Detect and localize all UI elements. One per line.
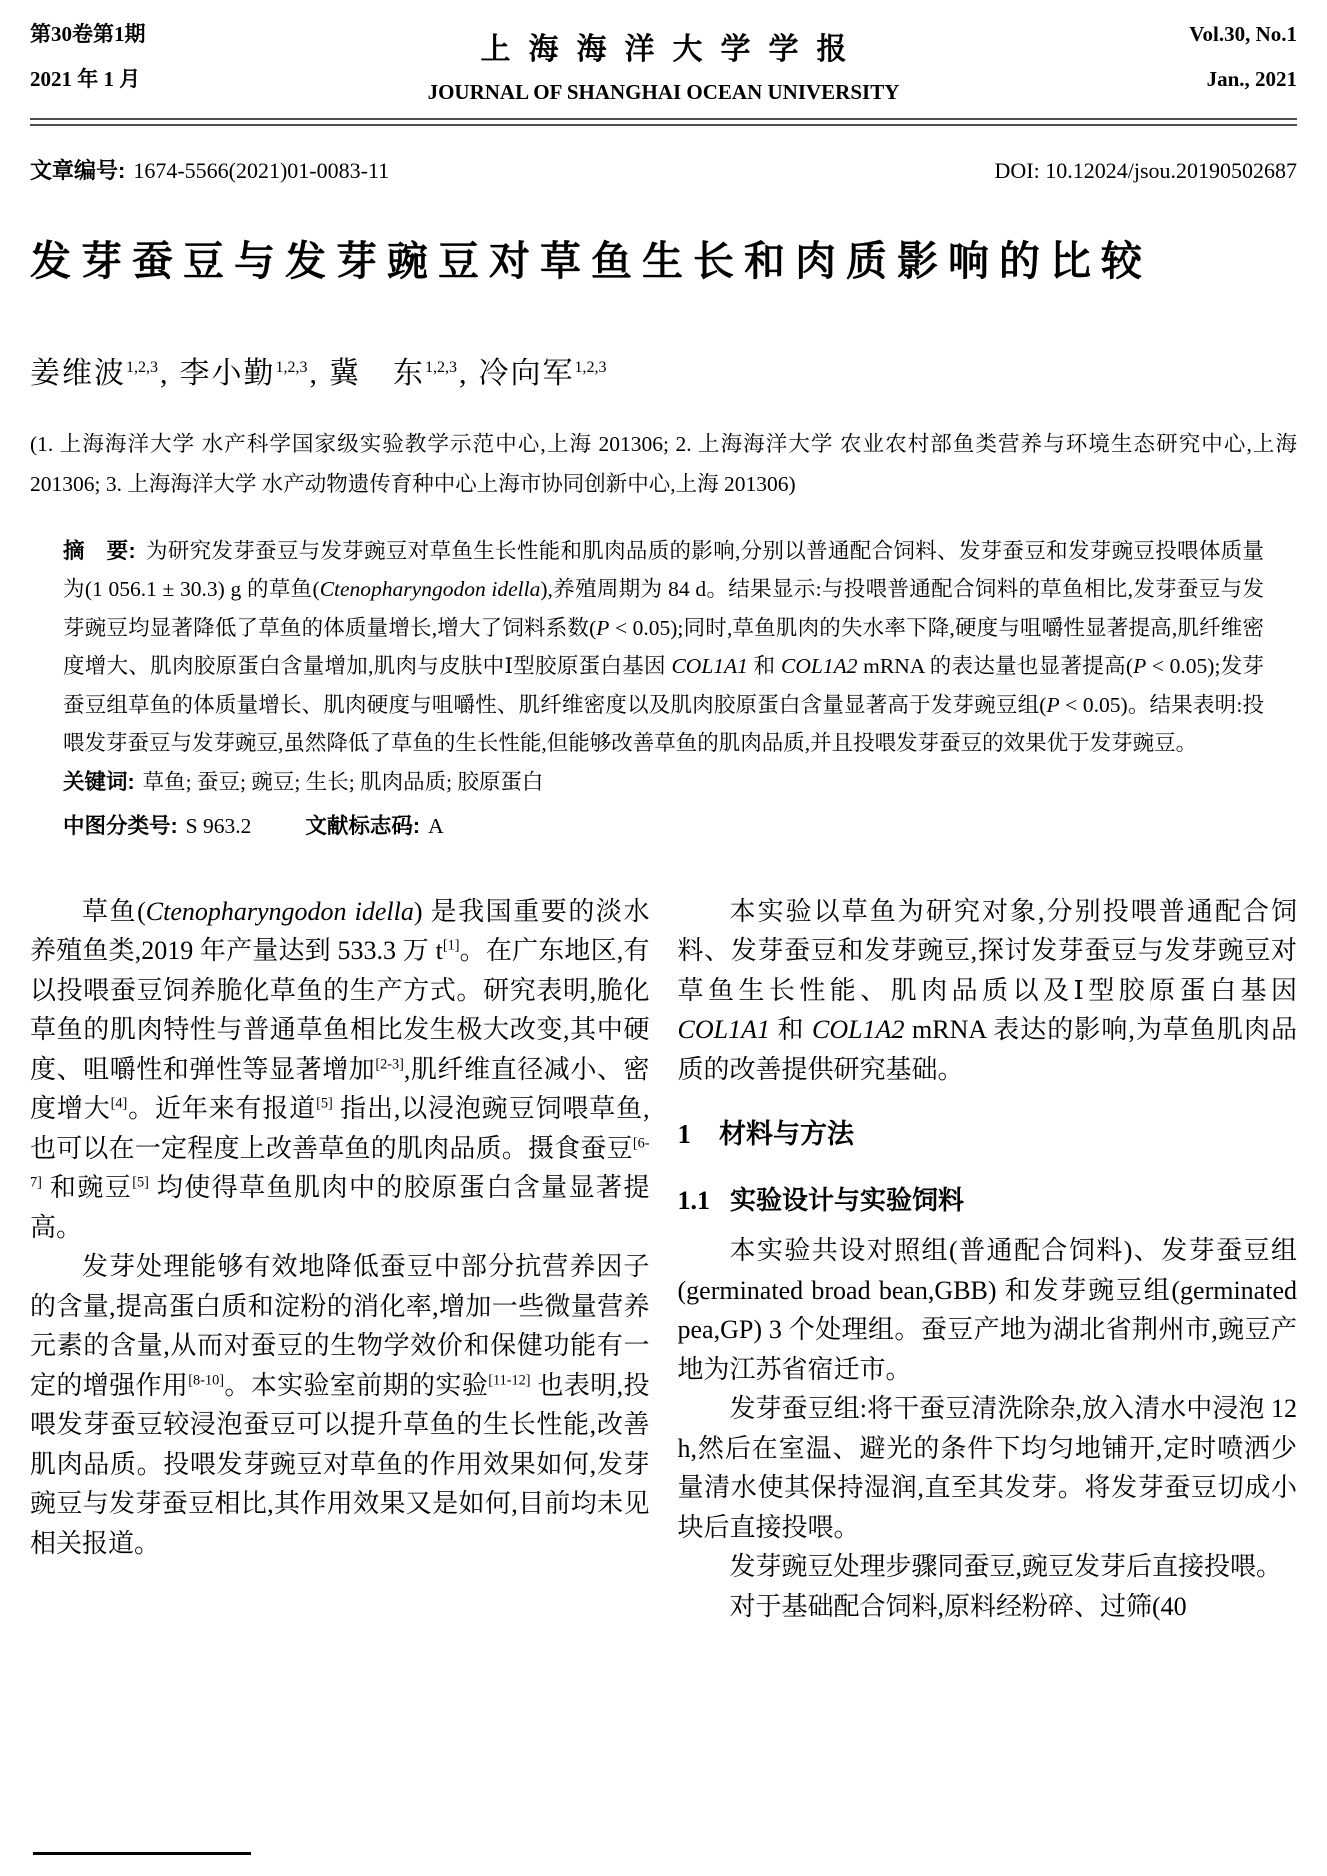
paragraph-methods-3: 发芽豌豆处理步骤同蚕豆,豌豆发芽后直接投喂。 bbox=[729, 1552, 1283, 1582]
subsection-title: 实验设计与实验饲料 bbox=[730, 1185, 965, 1216]
header-divider bbox=[30, 118, 1297, 126]
author-separator: , bbox=[309, 356, 319, 390]
volume-issue-en: Vol.30, No.1 bbox=[1189, 22, 1297, 46]
clc-value: S 963.2 bbox=[185, 814, 252, 839]
right-column bbox=[678, 892, 1298, 1627]
abstract-text: 为研究发芽蚕豆与发芽豌豆对草鱼生长性能和肌肉品质的影响,分别以普通配合饲料、发芽蚕豆和发芽豌豆投喂体质量为(1 056.1 ± 30.3) g 的草鱼(Ctenopharyngodon idella),养殖周期为 84 d。结果显示:与投喂普通配合饲料的草鱼相比,发芽蚕豆与发芽豌豆均显著降低了草鱼的体质量增长,增大了饲料系数(P < 0.05);同时,草鱼肌肉的失水率下降,硬度与咀嚼性显著提高,肌纤维密度增大、肌肉胶原蛋白含量增加,肌肉与皮肤中Ⅰ型胶原蛋白基因 COL1A1 和 COL1A2 mRNA 的表达量也显著提高(P < 0.05);发芽蚕豆组草鱼的体质量增长、肌肉硬度与咀嚼性、肌纤维密度以及肌肉胶原蛋白含量显著高于发芽豌豆组(P < 0.05)。结果表明:投喂发芽蚕豆与发芽豌豆,虽然降低了草鱼的生长性能,但能够改善草鱼的肌肉品质,并且投喂发芽蚕豆的效果优于发芽豌豆。 bbox=[63, 538, 1265, 756]
article-number-label: 文章编号: bbox=[30, 158, 126, 183]
paragraph-methods-4: 对于基础配合饲料,原料经粉碎、过筛(40 bbox=[729, 1591, 1187, 1621]
doc-code-label: 文献标志码: bbox=[305, 814, 421, 839]
paragraph-methods-2: 发芽蚕豆组:将干蚕豆清洗除杂,放入清水中浸泡 12 h,然后在室温、避光的条件下均匀地铺开,定时喷洒少量清水使其保持湿润,直至其发芽。将发芽蚕豆切成小块后直接投喂。 bbox=[677, 1394, 1297, 1542]
header-left bbox=[30, 24, 260, 90]
date-cn: 2021 年 1 月 bbox=[30, 67, 141, 91]
author-name: 冀 东$^{1,2,3}$ bbox=[329, 356, 457, 390]
footnote-divider bbox=[33, 1852, 251, 1855]
authors-line bbox=[30, 348, 1297, 392]
subsection-heading-1-1 bbox=[678, 1181, 1298, 1220]
abstract-label: 摘 要: bbox=[63, 538, 136, 563]
author-name: 姜维波$^{1,2,3}$ bbox=[30, 356, 158, 390]
author-name: 李小勤$^{1,2,3}$ bbox=[179, 356, 308, 390]
section-number: 1 bbox=[677, 1119, 691, 1150]
journal-header bbox=[30, 0, 1297, 105]
paragraph-intro-3: 本实验以草鱼为研究对象,分别投喂普通配合饲料、发芽蚕豆和发芽豌豆,探讨发芽蚕豆与发芽豌豆对草鱼生长性能、肌肉品质以及Ⅰ型胶原蛋白基因 COL1A1 和 COL1A2 mRNA 表达的影响,为草鱼肌肉品质的改善提供研究基础。 bbox=[677, 896, 1297, 1084]
author-separator: , bbox=[160, 356, 170, 390]
journal-title-cn: 上海海洋大学学报 bbox=[480, 33, 865, 66]
doc-code-value: A bbox=[428, 814, 444, 839]
paragraph-intro-2: 发芽处理能够有效地降低蚕豆中部分抗营养因子的含量,提高蛋白质和淀粉的消化率,增加一些微量营养元素的含量,从而对蚕豆的生物学效价和保健功能有一定的增强作用[8-10]。本实验室前期的实验[11-12] 也表明,投喂发芽蚕豆较浸泡蚕豆可以提升草鱼的生长性能,改善肌肉品质。投喂发芽豌豆对草鱼的作用效果如何,发芽豌豆与发芽蚕豆相比,其作用效果又是如何,目前均未见相关报道。 bbox=[30, 1252, 650, 1558]
header-right bbox=[1067, 24, 1297, 90]
journal-title-en: JOURNAL OF SHANGHAI OCEAN UNIVERSITY bbox=[427, 80, 900, 104]
keywords-text: 草鱼; 蚕豆; 豌豆; 生长; 肌肉品质; 胶原蛋白 bbox=[142, 769, 544, 794]
doi: DOI: 10.12024/jsou.20190502687 bbox=[994, 158, 1297, 183]
left-column bbox=[30, 892, 650, 1627]
article-number-value: 1674-5566(2021)01-0083-11 bbox=[133, 158, 390, 183]
classification-line bbox=[63, 807, 1264, 846]
article-number bbox=[30, 158, 389, 184]
body-columns bbox=[30, 892, 1297, 1627]
paragraph-intro-1: 草鱼(Ctenopharyngodon idella) 是我国重要的淡水养殖鱼类,2019 年产量达到 533.3 万 t[1]。在广东地区,有以投喂蚕豆饲养脆化草鱼的生产方式。研究表明,脆化草鱼的肌肉特性与普通草鱼相比发生极大改变,其中硬度、咀嚼性和弹性等显著增加[2-3],肌纤维直径减小、密度增大[4]。近年来有报道[5] 指出,以浸泡豌豆饲喂草鱼,也可以在一定程度上改善草鱼的肌肉品质。摄食蚕豆[6-7] 和豌豆[5] 均使得草鱼肌肉中的胶原蛋白含量显著提高。 bbox=[30, 896, 650, 1242]
subsection-number: 1.1 bbox=[677, 1186, 710, 1216]
keywords-label: 关键词: bbox=[63, 769, 135, 794]
affiliations: (1. 上海海洋大学 水产科学国家级实验教学示范中心,上海 201306; 2. 上海海洋大学 农业农村部鱼类营养与环境生态研究中心,上海 201306; 3. 上海海洋大学 水产动物遗传育种中心上海市协同创新中心,上海 201306) bbox=[30, 431, 1297, 496]
date-en: Jan., 2021 bbox=[1206, 67, 1297, 91]
abstract bbox=[63, 532, 1264, 763]
clc-label: 中图分类号: bbox=[63, 814, 178, 839]
author-name: 冷向军$^{1,2,3}$ bbox=[478, 356, 607, 390]
author-separator: , bbox=[459, 356, 469, 390]
keywords-line bbox=[63, 763, 1264, 802]
volume-issue-cn: 第30卷第1期 bbox=[30, 22, 146, 46]
section-title: 材料与方法 bbox=[719, 1119, 854, 1150]
paragraph-methods-1: 本实验共设对照组(普通配合饲料)、发芽蚕豆组(germinated broad bean,GBB) 和发芽豌豆组(germinated pea,GP) 3 个处理组。蚕豆产地为湖北省荆州市,豌豆产地为江苏省宿迁市。 bbox=[677, 1236, 1297, 1384]
article-title: 发芽蚕豆与发芽豌豆对草鱼生长和肉质影响的比较 bbox=[30, 238, 1152, 285]
article-meta-row bbox=[30, 158, 1297, 184]
section-heading-1 bbox=[678, 1115, 1298, 1154]
header-center bbox=[260, 24, 1067, 105]
